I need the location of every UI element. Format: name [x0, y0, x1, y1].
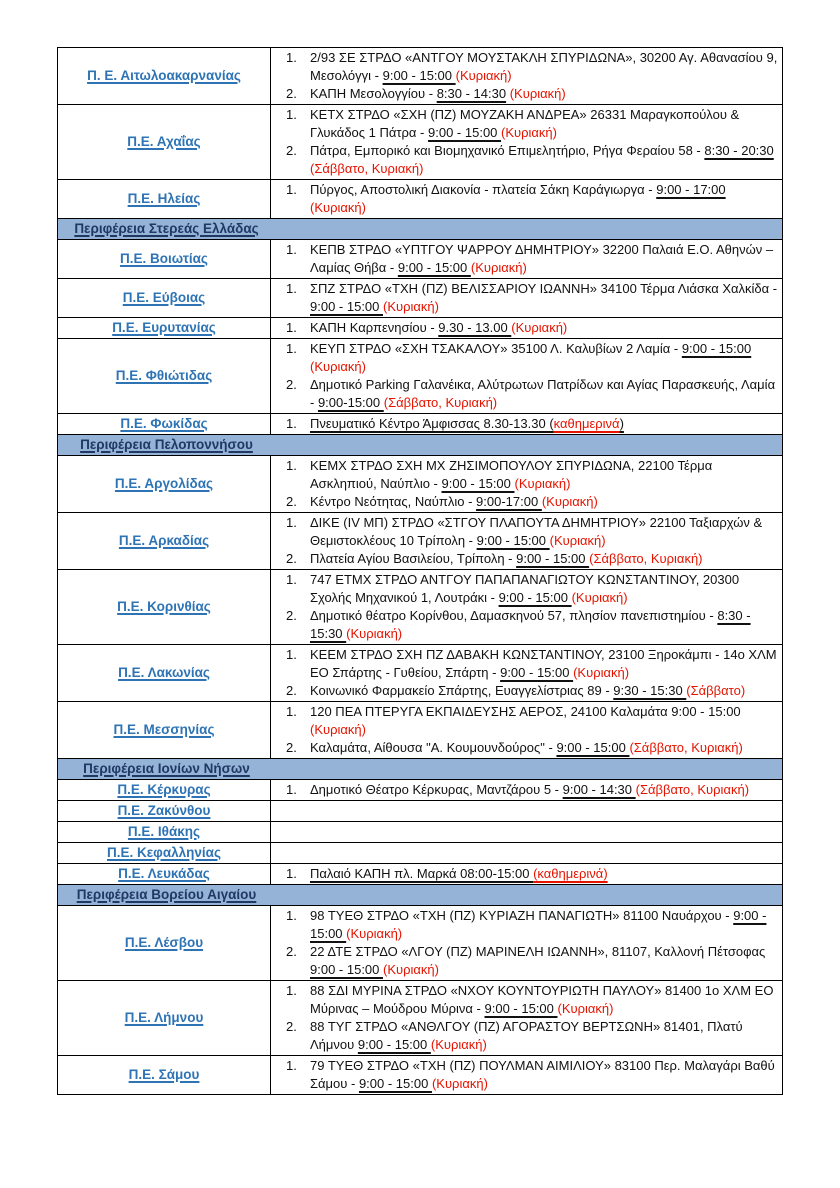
location-list: [273, 982, 780, 1054]
location-list: [273, 514, 780, 568]
location-item: [273, 514, 780, 550]
region-cell: [58, 279, 271, 318]
region-cell: [58, 180, 271, 219]
region-cell: [58, 414, 271, 435]
region-cell: [58, 780, 271, 801]
location-list: [273, 865, 780, 883]
item-text: Καλαμάτα, Αίθουσα "Α. Κουμουνδούρος" - 9:00 - 15:00 (Σάββατο, Κυριακή): [310, 740, 743, 755]
item-number: 1.: [286, 416, 297, 431]
item-number: 2.: [286, 740, 297, 755]
item-text: ΚΕΥΠ ΣΤΡΔΟ «ΣΧΗ ΤΣΑΚΑΛΟΥ» 35100 Λ. Καλυβίων 2 Λαμία - 9:00 - 15:00 (Κυριακή): [310, 341, 752, 374]
item-number: 2.: [286, 143, 297, 158]
item-text: ΚΑΠΗ Καρπενησίου - 9.30 - 13.00 (Κυριακή): [310, 320, 568, 335]
table-row: [58, 906, 783, 981]
item-number: 1.: [286, 50, 297, 65]
item-text: ΚΕΤΧ ΣΤΡΔΟ «ΣΧΗ (ΠΖ) ΜΟΥΖΑΚΗ ΑΝΔΡΕΑ» 26331 Μαραγκοπούλου & Γλυκάδος 1 Πάτρα - 9:00 - 15:00 (Κυριακή): [310, 107, 740, 140]
item-number: 2.: [286, 944, 297, 959]
item-text: Πλατεία Αγίου Βασιλείου, Τρίπολη - 9:00 - 15:00 (Σάββατο, Κυριακή): [310, 551, 703, 566]
location-item: [273, 376, 780, 412]
item-number: 1.: [286, 1058, 297, 1073]
location-item: [273, 865, 780, 883]
region-cell: [58, 339, 271, 414]
region-link[interactable]: Π.Ε. Κέρκυρας: [117, 782, 211, 797]
locations-cell: [271, 48, 783, 105]
table-row: [58, 843, 783, 864]
locations-cell: [271, 570, 783, 645]
location-list: [273, 646, 780, 700]
location-list: [273, 1057, 780, 1093]
location-list: [273, 106, 780, 178]
section-cell: [58, 435, 783, 456]
location-item: [273, 739, 780, 757]
location-list: [273, 907, 780, 979]
location-item: [273, 106, 780, 142]
location-list: [273, 340, 780, 412]
location-list: [273, 415, 780, 433]
locations-cell: [271, 801, 783, 822]
region-link[interactable]: Π.Ε. Ιθάκης: [127, 824, 201, 839]
region-link[interactable]: Π.Ε. Ζακύνθου: [117, 803, 211, 818]
schedule-table-body: [58, 48, 783, 1095]
locations-cell: [271, 906, 783, 981]
location-item: [273, 982, 780, 1018]
location-item: [273, 85, 780, 103]
item-text: ΚΕΜΧ ΣΤΡΔΟ ΣΧΗ ΜΧ ΖΗΣΙΜΟΠΟΥΛΟΥ ΣΠΥΡΙΔΩΝΑ, 22100 Τέρμα Ασκληπιού, Ναύπλιο - 9:00 - 15:00 (Κυριακή): [310, 458, 713, 491]
region-link[interactable]: Π.Ε. Αργολίδας: [114, 476, 214, 491]
item-text: ΚΕΠΒ ΣΤΡΔΟ «ΥΠΤΓΟΥ ΨΑΡΡΟΥ ΔΗΜΗΤΡΙΟΥ» 32200 Παλαιά Ε.Ο. Αθηνών – Λαμίας Θήβα - 9:00 - 15:00 (Κυριακή): [310, 242, 774, 275]
location-item: [273, 49, 780, 85]
section-cell: [58, 219, 783, 240]
table-row: [58, 1056, 783, 1095]
item-number: 1.: [286, 182, 297, 197]
item-number: 1.: [286, 320, 297, 335]
locations-cell: [271, 339, 783, 414]
region-link[interactable]: Π. Ε. Αιτωλοακαρνανίας: [87, 68, 241, 83]
region-link[interactable]: Π.Ε. Φωκίδας: [120, 416, 208, 431]
location-item: [273, 142, 780, 178]
location-item: [273, 550, 780, 568]
region-link[interactable]: Π.Ε. Ηλείας: [127, 191, 201, 206]
region-link[interactable]: Π.Ε. Μεσσηνίας: [113, 722, 215, 737]
region-cell: [58, 48, 271, 105]
region-cell: [58, 456, 271, 513]
table-row: [58, 702, 783, 759]
item-text: Παλαιό ΚΑΠΗ πλ. Μαρκά 08:00-15:00 (καθημερινά): [310, 866, 608, 881]
location-item: [273, 781, 780, 799]
region-link[interactable]: Π.Ε. Λευκάδας: [118, 866, 210, 881]
item-number: 1.: [286, 281, 297, 296]
location-list: [273, 703, 780, 757]
item-number: 2.: [286, 683, 297, 698]
location-item: [273, 280, 780, 316]
section-label: Περιφέρεια Ιονίων Νήσων: [83, 761, 250, 776]
region-link[interactable]: Π.Ε. Εύβοιας: [122, 290, 206, 305]
section-cell: [58, 885, 783, 906]
location-item: [273, 703, 780, 739]
location-item: [273, 943, 780, 979]
item-number: 2.: [286, 86, 297, 101]
table-row: [58, 801, 783, 822]
locations-cell: [271, 414, 783, 435]
location-item: [273, 907, 780, 943]
item-number: 1.: [286, 341, 297, 356]
item-text: 22 ΔΤΕ ΣΤΡΔΟ «ΛΓΟΥ (ΠΖ) ΜΑΡΙΝΕΛΗ ΙΩΑΝΝΗ», 81107, Καλλονή Πέτσοφας 9:00 - 15:00 (Κυριακή): [310, 944, 766, 977]
item-text: 747 ΕΤΜΧ ΣΤΡΔΟ ΑΝΤΓΟΥ ΠΑΠΑΠΑΝΑΓΙΩΤΟΥ ΚΩΝΣΤΑΝΤΙΝΟΥ, 20300 Σχολής Μηχανικού 1, Λουτράκι - 9:00 - 15:00 (Κυριακή): [310, 572, 740, 605]
location-item: [273, 181, 780, 217]
region-cell: [58, 906, 271, 981]
location-item: [273, 319, 780, 337]
region-link[interactable]: Π.Ε. Λακωνίας: [118, 665, 210, 680]
item-text: ΚΑΠΗ Μεσολογγίου - 8:30 - 14:30 (Κυριακή): [310, 86, 566, 101]
item-text: Πνευματικό Κέντρο Άμφισσας 8.30-13.30 (καθημερινά): [310, 416, 624, 431]
item-number: 1.: [286, 107, 297, 122]
section-label: Περιφέρεια Βορείου Αιγαίου: [76, 887, 257, 902]
item-text: 2/93 ΣΕ ΣΤΡΔΟ «ΑΝΤΓΟΥ ΜΟΥΣΤΑΚΛΗ ΣΠΥΡΙΔΩΝΑ», 30200 Αγ. Αθανασίου 9, Μεσολόγγι - 9:00 - 15:00 (Κυριακή): [310, 50, 778, 83]
item-number: 2.: [286, 551, 297, 566]
location-list: [273, 49, 780, 103]
item-number: 1.: [286, 572, 297, 587]
item-number: 1.: [286, 647, 297, 662]
location-list: [273, 280, 780, 316]
location-list: [273, 319, 780, 337]
region-cell: [58, 570, 271, 645]
locations-cell: [271, 702, 783, 759]
location-item: [273, 682, 780, 700]
region-link[interactable]: Π.Ε. Φθιώτιδας: [115, 368, 213, 383]
item-text: 79 ΤΥΕΘ ΣΤΡΔΟ «ΤΧΗ (ΠΖ) ΠΟΥΛΜΑΝ ΑΙΜΙΛΙΟΥ» 83100 Περ. Μαλαγάρι Βαθύ Σάμου - 9:00 - 15:00 (Κυριακή): [310, 1058, 775, 1091]
item-number: 1.: [286, 908, 297, 923]
section-label: Περιφέρεια Στερεάς Ελλάδας: [74, 221, 259, 236]
table-row: [58, 339, 783, 414]
locations-cell: [271, 981, 783, 1056]
region-link[interactable]: Π.Ε. Αρκαδίας: [118, 533, 210, 548]
locations-cell: [271, 513, 783, 570]
item-text: Κέντρο Νεότητας, Ναύπλιο - 9:00-17:00 (Κυριακή): [310, 494, 598, 509]
item-text: 88 ΣΔΙ ΜΥΡΙΝΑ ΣΤΡΔΟ «ΝΧΟΥ ΚΟΥΝΤΟΥΡΙΩΤΗ ΠΑΥΛΟΥ» 81400 1ο ΧΛΜ ΕΟ Μύρινας – Μούδρου Μύρινα - 9:00 - 15:00 (Κυριακή): [310, 983, 774, 1016]
locations-cell: [271, 240, 783, 279]
location-item: [273, 646, 780, 682]
location-item: [273, 457, 780, 493]
section-row: [58, 219, 783, 240]
region-cell: [58, 240, 271, 279]
item-number: 1.: [286, 515, 297, 530]
item-text: Κοινωνικό Φαρμακείο Σπάρτης, Ευαγγελίστριας 89 - 9:30 - 15:30 (Σάββατο): [310, 683, 746, 698]
table-row: [58, 570, 783, 645]
region-cell: [58, 843, 271, 864]
locations-cell: [271, 180, 783, 219]
location-item: [273, 340, 780, 376]
item-text: ΚΕΕΜ ΣΤΡΔΟ ΣΧΗ ΠΖ ΔΑΒΑΚΗ ΚΩΝΣΤΑΝΤΙΝΟΥ, 23100 Ξηροκάμπι - 14ο ΧΛΜ ΕΟ Σπάρτης - Γυθείου, Σπάρτη - 9:00 - 15:00 (Κυριακή): [310, 647, 777, 680]
location-item: [273, 607, 780, 643]
region-link[interactable]: Π.Ε. Αχαΐας: [127, 134, 201, 149]
item-text: Δημοτικό Parking Γαλανέικα, Αλύτρωτων Πατρίδων και Αγίας Παρασκευής, Λαμία - 9:00-15:00 (Σάββατο, Κυριακή): [310, 377, 776, 410]
table-row: [58, 279, 783, 318]
region-link[interactable]: Π.Ε. Λέσβου: [124, 935, 204, 950]
item-number: 2.: [286, 1019, 297, 1034]
item-number: 1.: [286, 983, 297, 998]
item-text: Δημοτικό θέατρο Κορίνθου, Δαμασκηνού 57, πλησίον πανεπιστημίου - 8:30 - 15:30 (Κυριακή): [310, 608, 751, 641]
locations-cell: [271, 318, 783, 339]
region-cell: [58, 864, 271, 885]
location-list: [273, 457, 780, 511]
item-text: ΣΠΖ ΣΤΡΔΟ «ΤΧΗ (ΠΖ) ΒΕΛΙΣΣΑΡΙΟΥ ΙΩΑΝΝΗ» 34100 Τέρμα Λιάσκα Χαλκίδα - 9:00 - 15:00 (Κυριακή): [310, 281, 778, 314]
table-row: [58, 513, 783, 570]
section-row: [58, 885, 783, 906]
location-item: [273, 241, 780, 277]
region-link[interactable]: Π.Ε. Βοιωτίας: [120, 251, 208, 266]
table-row: [58, 105, 783, 180]
locations-cell: [271, 780, 783, 801]
item-text: Πάτρα, Εμπορικό και Βιομηχανικό Επιμελητήριο, Ρήγα Φεραίου 58 - 8:30 - 20:30 (Σάββατο, Κυριακή): [310, 143, 774, 176]
table-row: [58, 864, 783, 885]
item-text: 120 ΠΕΑ ΠΤΕΡΥΓΑ ΕΚΠΑΙΔΕΥΣΗΣ ΑΕΡΟΣ, 24100 Καλαμάτα 9:00 - 15:00 (Κυριακή): [310, 704, 741, 737]
section-row: [58, 435, 783, 456]
location-item: [273, 1018, 780, 1054]
region-cell: [58, 318, 271, 339]
section-label: Περιφέρεια Πελοποννήσου: [80, 437, 253, 452]
region-cell: [58, 1056, 271, 1095]
table-row: [58, 414, 783, 435]
location-list: [273, 241, 780, 277]
locations-cell: [271, 645, 783, 702]
table-row: [58, 318, 783, 339]
item-text: 88 ΤΥΓ ΣΤΡΔΟ «ΑΝΘΛΓΟΥ (ΠΖ) ΑΓΟΡΑΣΤΟΥ ΒΕΡΤΣΩΝΗ» 81401, Πλατύ Λήμνου 9:00 - 15:00 (Κυριακή): [310, 1019, 743, 1052]
item-number: 1.: [286, 866, 297, 881]
table-row: [58, 822, 783, 843]
region-link[interactable]: Π.Ε. Ευρυτανίας: [112, 320, 216, 335]
table-row: [58, 645, 783, 702]
table-row: [58, 180, 783, 219]
location-list: [273, 571, 780, 643]
table-row: [58, 48, 783, 105]
location-item: [273, 415, 780, 433]
item-text: Δημοτικό Θέατρο Κέρκυρας, Μαντζάρου 5 - 9:00 - 14:30 (Σάββατο, Κυριακή): [310, 782, 750, 797]
section-row: [58, 759, 783, 780]
locations-cell: [271, 279, 783, 318]
item-text: ΔΙΚΕ (IV ΜΠ) ΣΤΡΔΟ «ΣΤΓΟΥ ΠΛΑΠΟΥΤΑ ΔΗΜΗΤΡΙΟΥ» 22100 Ταξιαρχών & Θεμιστοκλέους 10 Τρίπολη - 9:00 - 15:00 (Κυριακή): [310, 515, 763, 548]
item-text: Πύργος, Αποστολική Διακονία - πλατεία Σάκη Καράγιωργα - 9:00 - 17:00 (Κυριακή): [310, 182, 726, 215]
table-row: [58, 780, 783, 801]
table-row: [58, 240, 783, 279]
item-number: 1.: [286, 704, 297, 719]
item-number: 2.: [286, 494, 297, 509]
region-link[interactable]: Π.Ε. Κεφαλληνίας: [107, 845, 221, 860]
item-number: 2.: [286, 377, 297, 392]
region-cell: [58, 981, 271, 1056]
region-cell: [58, 105, 271, 180]
table-row: [58, 456, 783, 513]
item-number: 2.: [286, 608, 297, 623]
schedule-table: [57, 47, 783, 1095]
locations-cell: [271, 822, 783, 843]
location-item: [273, 571, 780, 607]
location-list: [273, 781, 780, 799]
region-link[interactable]: Π.Ε. Σάμου: [128, 1067, 200, 1082]
item-number: 1.: [286, 242, 297, 257]
locations-cell: [271, 456, 783, 513]
location-item: [273, 493, 780, 511]
location-list: [273, 181, 780, 217]
locations-cell: [271, 105, 783, 180]
region-cell: [58, 513, 271, 570]
location-item: [273, 1057, 780, 1093]
locations-cell: [271, 1056, 783, 1095]
item-number: 1.: [286, 458, 297, 473]
region-cell: [58, 702, 271, 759]
region-link[interactable]: Π.Ε. Λήμνου: [124, 1010, 204, 1025]
item-text: 98 ΤΥΕΘ ΣΤΡΔΟ «ΤΧΗ (ΠΖ) ΚΥΡΙΑΖΗ ΠΑΝΑΓΙΩΤΗ» 81100 Ναυάρχου - 9:00 - 15:00 (Κυριακή): [310, 908, 767, 941]
region-link[interactable]: Π.Ε. Κορινθίας: [117, 599, 211, 614]
section-cell: [58, 759, 783, 780]
locations-cell: [271, 843, 783, 864]
table-row: [58, 981, 783, 1056]
locations-cell: [271, 864, 783, 885]
region-cell: [58, 645, 271, 702]
region-cell: [58, 822, 271, 843]
region-cell: [58, 801, 271, 822]
item-number: 1.: [286, 782, 297, 797]
